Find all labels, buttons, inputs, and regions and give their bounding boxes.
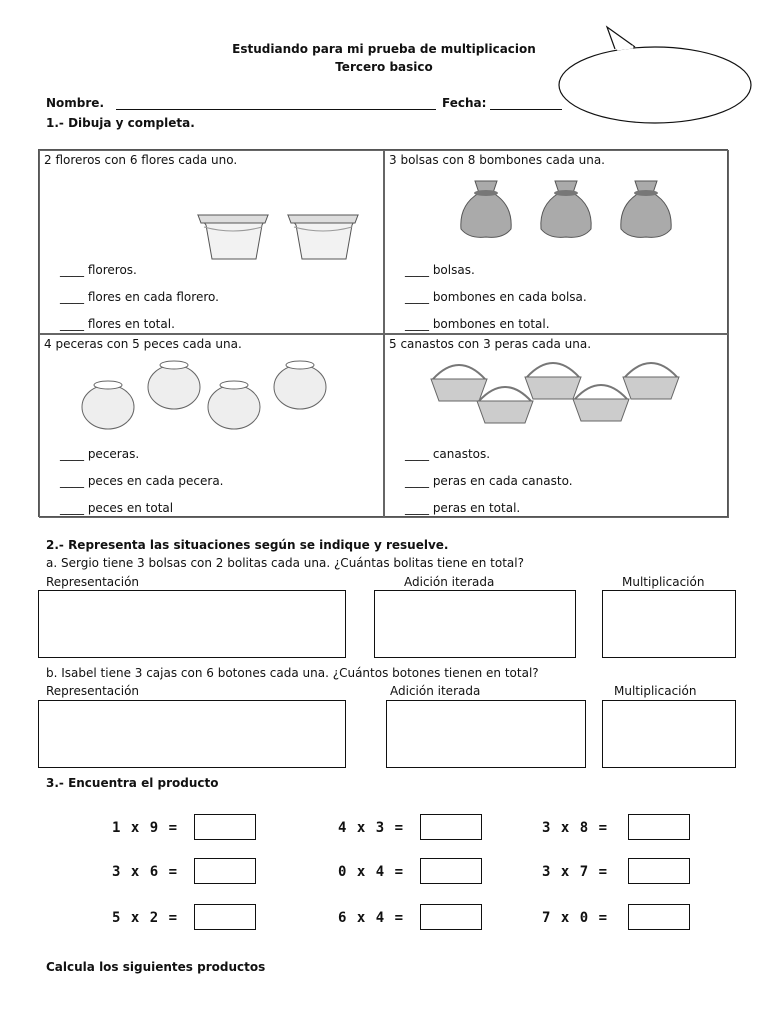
fill-line[interactable]: ____ peras en cada canasto. bbox=[405, 474, 573, 488]
equation: 3 x 7 = bbox=[542, 864, 609, 880]
fishbowl-icon bbox=[148, 361, 200, 409]
fill-line[interactable]: ____ peces en total bbox=[60, 501, 174, 515]
fill-line[interactable]: ____ flores en cada florero. bbox=[60, 290, 219, 304]
representation-box-a[interactable] bbox=[38, 590, 346, 658]
exercise-cell-baskets bbox=[384, 334, 729, 518]
speech-bubble bbox=[555, 25, 765, 125]
col-label-addition: Adición iterada bbox=[390, 684, 481, 698]
page-title: Estudiando para mi prueba de multiplicacion bbox=[232, 42, 536, 56]
addition-box-b[interactable] bbox=[386, 700, 586, 768]
fill-line[interactable]: ____ peras en total. bbox=[405, 501, 521, 515]
exercise-grid bbox=[38, 149, 728, 517]
question-a: a. Sergio tiene 3 bolsas con 2 bolitas cada una. ¿Cuántas bolitas tiene en total? bbox=[46, 556, 524, 570]
name-field[interactable] bbox=[116, 96, 436, 110]
multiplication-box-a[interactable] bbox=[602, 590, 736, 658]
answer-box[interactable] bbox=[628, 858, 690, 884]
section1-heading: 1.- Dibuja y completa. bbox=[46, 116, 195, 130]
multiplication-box-b[interactable] bbox=[602, 700, 736, 768]
basket-icon bbox=[525, 363, 581, 399]
answer-box[interactable] bbox=[420, 904, 482, 930]
cell-prompt: 5 canastos con 3 peras cada una. bbox=[389, 337, 592, 351]
question-b: b. Isabel tiene 3 cajas con 6 botones cada una. ¿Cuántos botones tienen en total? bbox=[46, 666, 539, 680]
basket-icon bbox=[573, 385, 629, 421]
col-label-multiplication: Multiplicación bbox=[614, 684, 697, 698]
section2-heading: 2.- Representa las situaciones según se indique y resuelve. bbox=[46, 538, 449, 552]
equation: 3 x 8 = bbox=[542, 820, 609, 836]
section3-heading: 3.- Encuentra el producto bbox=[46, 776, 219, 790]
answer-box[interactable] bbox=[194, 814, 256, 840]
answer-box[interactable] bbox=[628, 814, 690, 840]
date-field[interactable] bbox=[490, 96, 562, 110]
col-label-addition: Adición iterada bbox=[404, 575, 495, 589]
fishbowl-icon bbox=[274, 361, 326, 409]
name-label: Nombre. bbox=[46, 96, 104, 110]
answer-box[interactable] bbox=[420, 858, 482, 884]
bag-icons bbox=[453, 175, 693, 241]
equation: 7 x 0 = bbox=[542, 910, 609, 926]
bag-icon bbox=[541, 181, 591, 237]
representation-box-b[interactable] bbox=[38, 700, 346, 768]
vase-icons bbox=[190, 209, 370, 265]
exercise-cell-vases bbox=[39, 150, 384, 334]
fill-line[interactable]: ____ bolsas. bbox=[405, 263, 475, 277]
basket-icon bbox=[477, 387, 533, 423]
footer-heading: Calcula los siguientes productos bbox=[46, 960, 266, 974]
basket-icon bbox=[623, 363, 679, 399]
fill-line[interactable]: ____ flores en total. bbox=[60, 317, 175, 331]
answer-box[interactable] bbox=[628, 904, 690, 930]
basket-icon bbox=[431, 365, 487, 401]
col-label-representation: Representación bbox=[46, 575, 140, 589]
basket-icons bbox=[429, 355, 719, 435]
equation: 1 x 9 = bbox=[112, 820, 179, 836]
fill-line[interactable]: ____ floreros. bbox=[60, 263, 137, 277]
equation: 0 x 4 = bbox=[338, 864, 405, 880]
cell-prompt: 3 bolsas con 8 bombones cada una. bbox=[389, 153, 605, 167]
equation: 5 x 2 = bbox=[112, 910, 179, 926]
page-subtitle: Tercero basico bbox=[335, 60, 433, 74]
cell-prompt: 4 peceras con 5 peces cada una. bbox=[44, 337, 242, 351]
col-label-representation: Representación bbox=[46, 684, 140, 698]
equation: 6 x 4 = bbox=[338, 910, 405, 926]
equation: 4 x 3 = bbox=[338, 820, 405, 836]
fishbowl-icon bbox=[208, 381, 260, 429]
equation: 3 x 6 = bbox=[112, 864, 179, 880]
answer-box[interactable] bbox=[420, 814, 482, 840]
fishbowl-icons bbox=[80, 355, 340, 431]
answer-box[interactable] bbox=[194, 858, 256, 884]
bag-icon bbox=[621, 181, 671, 237]
fill-line[interactable]: ____ peces en cada pecera. bbox=[60, 474, 224, 488]
exercise-cell-fishbowls bbox=[39, 334, 384, 518]
date-label: Fecha: bbox=[442, 96, 487, 110]
col-label-multiplication: Multiplicación bbox=[622, 575, 705, 589]
fill-line[interactable]: ____ bombones en total. bbox=[405, 317, 550, 331]
fill-line[interactable]: ____ canastos. bbox=[405, 447, 491, 461]
vase-icon bbox=[198, 215, 268, 259]
cell-prompt: 2 floreros con 6 flores cada uno. bbox=[44, 153, 238, 167]
bag-icon bbox=[461, 181, 511, 237]
answer-box[interactable] bbox=[194, 904, 256, 930]
addition-box-a[interactable] bbox=[374, 590, 576, 658]
fill-line[interactable]: ____ bombones en cada bolsa. bbox=[405, 290, 587, 304]
fill-line[interactable]: ____ peceras. bbox=[60, 447, 140, 461]
exercise-cell-bags bbox=[384, 150, 729, 334]
vase-icon bbox=[288, 215, 358, 259]
fishbowl-icon bbox=[82, 381, 134, 429]
